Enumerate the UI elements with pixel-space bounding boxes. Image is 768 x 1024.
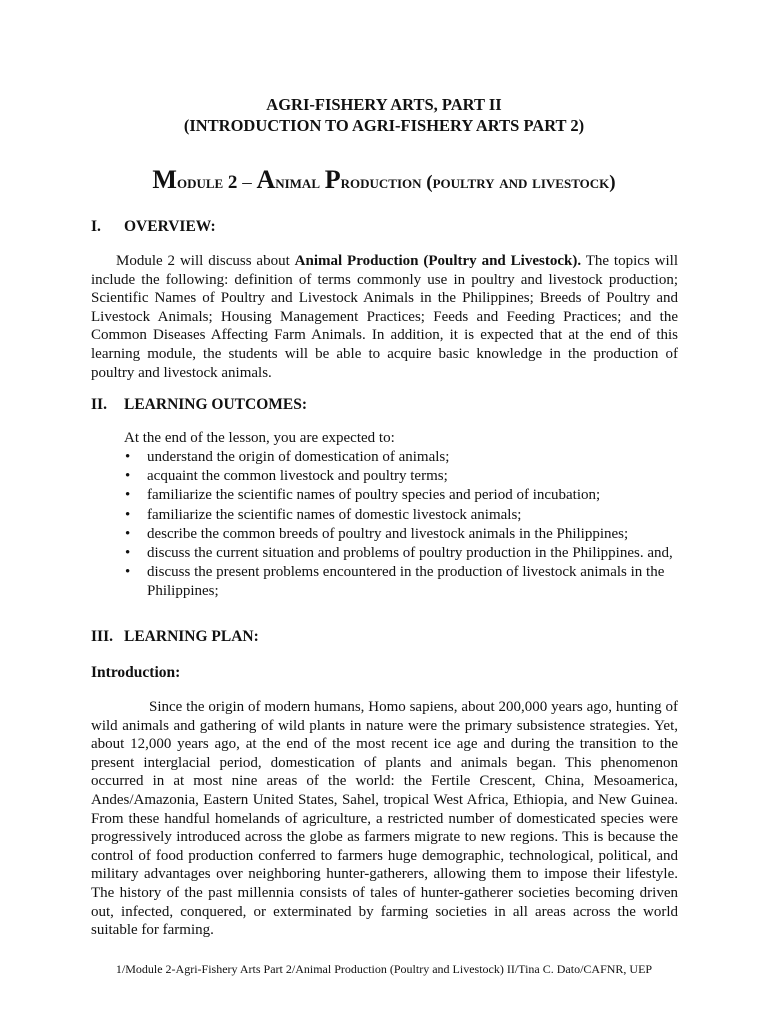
outcomes-list [124, 448, 680, 602]
course-title: AGRI-FISHERY ARTS, PART II [266, 95, 502, 114]
list-item: • describe the common breeds of poultry and livestock animals in the Philippines; [125, 525, 629, 542]
outcomes-lead: At the end of the lesson, you are expected to: [124, 430, 395, 446]
list-item: • discuss the current situation and problems of poultry production in the Philippines. and, [125, 545, 673, 562]
list-item: • familiarize the scientific names of domestic livestock animals; [125, 506, 522, 523]
course-subtitle: (INTRODUCTION TO AGRI-FISHERY ARTS PART 2) [183, 116, 585, 135]
introduction-paragraph: Since the origin of modern humans, Homo sapiens, about 200,000 years ago, hunting of wild animals and gathering of wild plants in nature were the primary subsistence strategies. Yet, about 12,000 years ago, at the end of the most recent ice age and during the transition to the present interglacial period, domestication of plants and animals began. This phenomenon occurred in at most nine areas of the world: the Fertile Crescent, China, Mesoamerica, Andes/Amazonia, Eastern United States, Sahel, tropical West Africa, Ethiopia, and New Guinea. From these handful homelands of agriculture, a restricted number of domesticated species were progressively introduced across the globe as farmers migrate to new regions. This is because the control of food production conferred to farmers huge demographic, technological, political, and military advantages over neighboring hunter-gatherers, allowing them to impose their lifestyle. The history of the past millennia consists of tales of hunter-gatherer societies becoming driven out, infected, conquered, or exterminated by farming societies in all areas across the world suitable for farming. [91, 699, 678, 939]
list-item: • understand the origin of domestication of animals; [125, 449, 450, 465]
list-item: • acquaint the common livestock and poultry terms; [125, 468, 448, 485]
overview-paragraph: Module 2 will discuss about Animal Production (Poultry and Livestock). The topics will include the following: definition of terms commonly use in poultry and livestock production; Scientific Names of Poultry and Livestock Animals in the Philippines; Breeds of Poultry and Livestock Animals; Housing Management Practices; Feeds and Feeding Practices; and the Common Diseases Affecting Farm Animals. In addition, it is expected that at the end of this learning module, the students will be able to acquire basic knowledge in the production of poultry and livestock animals. [91, 253, 678, 381]
list-item: • discuss the present problems encountered in the production of livestock animals in the Philippines; [125, 564, 665, 600]
list-item: • familiarize the scientific names of poultry species and period of incubation; [125, 487, 601, 504]
section-heading-learning-outcomes: II. LEARNING OUTCOMES: [91, 396, 308, 413]
module-title: Module 2 – Animal Production (poultry and livestock) [152, 165, 616, 194]
introduction-subheading: Introduction: [91, 664, 181, 681]
section-heading-overview: I. OVERVIEW: [91, 218, 216, 235]
section-heading-learning-plan: III. LEARNING PLAN: [91, 628, 259, 645]
page-footer: 1/Module 2-Agri-Fishery Arts Part 2/Animal Production (Poultry and Livestock) II/Tina C. Dato/CAFNR, UEP [115, 962, 653, 976]
